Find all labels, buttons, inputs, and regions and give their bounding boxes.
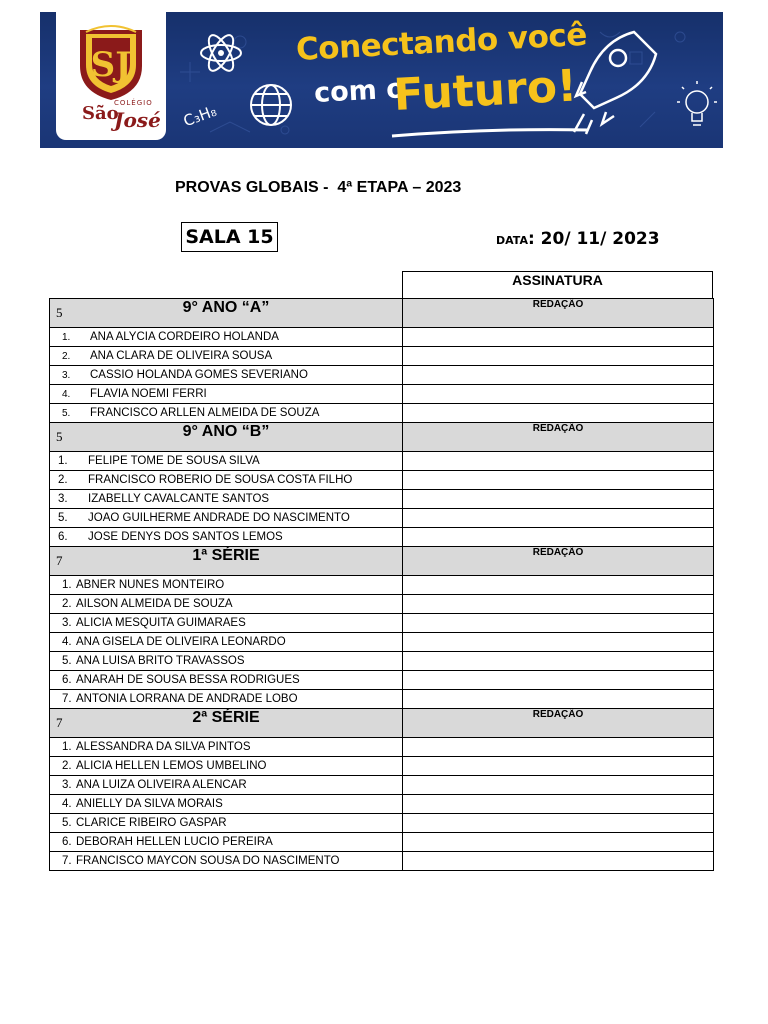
table-row bbox=[50, 528, 714, 547]
student-number: 1. bbox=[62, 579, 72, 591]
signature-cell[interactable] bbox=[403, 652, 714, 671]
student-number: 5. bbox=[58, 512, 68, 524]
signature-cell[interactable] bbox=[403, 471, 714, 490]
signature-cell[interactable] bbox=[403, 509, 714, 528]
student-name: ALESSANDRA DA SILVA PINTOS bbox=[76, 741, 251, 753]
student-number: 1. bbox=[62, 332, 71, 343]
table-row bbox=[50, 776, 714, 795]
student-number: 3. bbox=[62, 617, 72, 629]
student-name: FRANCISCO ROBERIO DE SOUSA COSTA FILHO bbox=[88, 474, 353, 486]
student-name: ANA GISELA DE OLIVEIRA LEONARDO bbox=[76, 636, 286, 648]
section-sign-label: REDAÇÃO bbox=[532, 423, 584, 434]
student-number: 2. bbox=[58, 474, 68, 486]
section-header bbox=[50, 423, 403, 452]
student-cell bbox=[50, 738, 403, 757]
table-row bbox=[50, 347, 714, 366]
table-row bbox=[50, 385, 714, 404]
room-label: SALA 15 bbox=[181, 222, 278, 252]
table-row bbox=[50, 652, 714, 671]
table-row bbox=[50, 633, 714, 652]
student-number: 4. bbox=[62, 798, 72, 810]
student-number: 1. bbox=[62, 741, 72, 753]
chemical-formula: C₃H₈ bbox=[180, 101, 219, 131]
exam-date bbox=[496, 229, 660, 249]
student-name: IZABELLY CAVALCANTE SANTOS bbox=[88, 493, 270, 505]
table-row bbox=[50, 490, 714, 509]
signature-cell[interactable] bbox=[403, 328, 714, 347]
student-number: 2. bbox=[62, 598, 72, 610]
student-name: ALICIA HELLEN LEMOS UMBELINO bbox=[76, 760, 267, 772]
signature-cell[interactable] bbox=[403, 833, 714, 852]
student-number: 6. bbox=[62, 674, 72, 686]
student-name: FLAVIA NOEMI FERRI bbox=[90, 388, 207, 400]
section-signature-cell bbox=[403, 423, 714, 452]
section-header-row bbox=[50, 299, 714, 328]
student-cell bbox=[50, 795, 403, 814]
signature-cell[interactable] bbox=[403, 795, 714, 814]
student-name: ALICIA MESQUITA GUIMARAES bbox=[76, 617, 246, 629]
signature-cell[interactable] bbox=[403, 576, 714, 595]
signature-cell[interactable] bbox=[403, 633, 714, 652]
student-name: FRANCISCO ARLLEN ALMEIDA DE SOUZA bbox=[90, 407, 320, 419]
page-title: PROVAS GLOBAIS - 4ª ETAPA – 2023 bbox=[175, 179, 462, 196]
table-row bbox=[50, 595, 714, 614]
student-cell bbox=[50, 509, 403, 528]
student-cell bbox=[50, 347, 403, 366]
section-title: 9° ANO “A” bbox=[182, 299, 270, 316]
section-title: 9° ANO “B” bbox=[182, 423, 270, 440]
student-number: 5. bbox=[62, 408, 71, 419]
table-row bbox=[50, 690, 714, 709]
signature-cell[interactable] bbox=[403, 490, 714, 509]
student-number: 3. bbox=[62, 779, 72, 791]
slogan-line-3: Futuro! bbox=[392, 60, 579, 121]
signature-cell[interactable] bbox=[403, 757, 714, 776]
signature-cell[interactable] bbox=[403, 776, 714, 795]
svg-text:SJ: SJ bbox=[90, 45, 132, 85]
student-cell bbox=[50, 576, 403, 595]
section-signature-cell bbox=[403, 299, 714, 328]
table-row bbox=[50, 452, 714, 471]
student-cell bbox=[50, 595, 403, 614]
table-row bbox=[50, 509, 714, 528]
section-count: 5 bbox=[56, 429, 63, 444]
signature-cell[interactable] bbox=[403, 671, 714, 690]
section-signature-cell bbox=[403, 709, 714, 738]
table-row bbox=[50, 852, 714, 871]
date-label: DATA bbox=[496, 234, 528, 247]
student-name: DEBORAH HELLEN LUCIO PEREIRA bbox=[76, 836, 273, 848]
table-row bbox=[50, 671, 714, 690]
student-name: FELIPE TOME DE SOUSA SILVA bbox=[88, 455, 260, 467]
signature-cell[interactable] bbox=[403, 595, 714, 614]
student-number: 2. bbox=[62, 760, 72, 772]
section-header bbox=[50, 547, 403, 576]
signature-header: ASSINATURA bbox=[402, 271, 713, 299]
student-cell bbox=[50, 452, 403, 471]
section-title: 2ª SÉRIE bbox=[192, 709, 260, 726]
student-cell bbox=[50, 776, 403, 795]
student-cell bbox=[50, 614, 403, 633]
table-row bbox=[50, 404, 714, 423]
table-row bbox=[50, 833, 714, 852]
signature-cell[interactable] bbox=[403, 366, 714, 385]
student-number: 6. bbox=[62, 836, 72, 848]
student-cell bbox=[50, 328, 403, 347]
section-header bbox=[50, 299, 403, 328]
table-row bbox=[50, 366, 714, 385]
student-name: ANA LUIZA OLIVEIRA ALENCAR bbox=[76, 779, 247, 791]
student-number: 5. bbox=[62, 817, 72, 829]
signature-cell[interactable] bbox=[403, 528, 714, 547]
table-row bbox=[50, 738, 714, 757]
student-name: ANA ALYCIA CORDEIRO HOLANDA bbox=[90, 331, 279, 343]
student-number: 3. bbox=[62, 370, 71, 381]
student-number: 3. bbox=[58, 493, 68, 505]
header-banner bbox=[40, 12, 723, 148]
student-cell bbox=[50, 852, 403, 871]
student-name: ANARAH DE SOUSA BESSA RODRIGUES bbox=[76, 674, 300, 686]
student-cell bbox=[50, 757, 403, 776]
student-cell bbox=[50, 385, 403, 404]
slogan-line-2: com o bbox=[313, 73, 406, 109]
student-cell bbox=[50, 528, 403, 547]
student-name: ANA CLARA DE OLIVEIRA SOUSA bbox=[90, 350, 273, 362]
section-sign-label: REDAÇÃO bbox=[532, 709, 584, 720]
student-cell bbox=[50, 633, 403, 652]
section-count: 7 bbox=[56, 553, 63, 568]
student-name: ANTONIA LORRANA DE ANDRADE LOBO bbox=[76, 693, 298, 705]
student-number: 4. bbox=[62, 636, 72, 648]
signature-cell[interactable] bbox=[403, 814, 714, 833]
section-sign-label: REDAÇÃO bbox=[532, 547, 584, 558]
section-signature-cell bbox=[403, 547, 714, 576]
globe-icon bbox=[248, 82, 294, 128]
slogan-underline bbox=[390, 126, 590, 140]
student-number: 1. bbox=[58, 455, 68, 467]
student-name: JOAO GUILHERME ANDRADE DO NASCIMENTO bbox=[88, 512, 350, 524]
student-cell bbox=[50, 490, 403, 509]
table-row bbox=[50, 328, 714, 347]
student-cell bbox=[50, 814, 403, 833]
table-row bbox=[50, 471, 714, 490]
table-row bbox=[50, 795, 714, 814]
signature-cell[interactable] bbox=[403, 738, 714, 757]
student-name: CASSIO HOLANDA GOMES SEVERIANO bbox=[90, 369, 308, 381]
school-name-2: José bbox=[114, 108, 161, 132]
signature-cell[interactable] bbox=[403, 347, 714, 366]
section-sign-label: REDAÇÃO bbox=[532, 299, 584, 310]
signature-cell[interactable] bbox=[403, 404, 714, 423]
student-name: JOSE DENYS DOS SANTOS LEMOS bbox=[88, 531, 283, 543]
student-name: ABNER NUNES MONTEIRO bbox=[76, 579, 225, 591]
student-number: 2. bbox=[62, 351, 71, 362]
student-number: 7. bbox=[62, 855, 72, 867]
student-number: 5. bbox=[62, 655, 72, 667]
date-value: : 20/ 11/ 2023 bbox=[527, 229, 660, 249]
lightbulb-icon bbox=[676, 80, 718, 140]
school-name-1: São bbox=[82, 103, 119, 124]
student-number: 7. bbox=[62, 693, 72, 705]
school-small-label: COLÉGIO bbox=[114, 99, 153, 107]
slogan bbox=[295, 16, 615, 148]
signature-cell[interactable] bbox=[403, 385, 714, 404]
signature-cell[interactable] bbox=[403, 452, 714, 471]
signature-cell[interactable] bbox=[403, 690, 714, 709]
student-cell bbox=[50, 690, 403, 709]
section-header-row bbox=[50, 423, 714, 452]
slogan-line-1: Conectando você bbox=[295, 16, 588, 68]
student-name: FRANCISCO MAYCON SOUSA DO NASCIMENTO bbox=[76, 855, 340, 867]
signature-cell[interactable] bbox=[403, 852, 714, 871]
student-cell bbox=[50, 652, 403, 671]
section-header-row bbox=[50, 547, 714, 576]
atom-icon bbox=[198, 30, 244, 76]
rocket-icon bbox=[570, 22, 660, 142]
section-header-row bbox=[50, 709, 714, 738]
student-number: 4. bbox=[62, 389, 71, 400]
section-title: 1ª SÉRIE bbox=[192, 547, 260, 564]
student-name: AILSON ALMEIDA DE SOUZA bbox=[76, 598, 233, 610]
student-name: ANIELLY DA SILVA MORAIS bbox=[76, 798, 223, 810]
student-cell bbox=[50, 366, 403, 385]
student-name: ANA LUISA BRITO TRAVASSOS bbox=[76, 655, 245, 667]
section-count: 5 bbox=[56, 305, 63, 320]
student-cell bbox=[50, 671, 403, 690]
table-row bbox=[50, 614, 714, 633]
table-row bbox=[50, 576, 714, 595]
student-cell bbox=[50, 833, 403, 852]
school-logo bbox=[56, 12, 166, 140]
section-count: 7 bbox=[56, 715, 63, 730]
table-row bbox=[50, 757, 714, 776]
signature-cell[interactable] bbox=[403, 614, 714, 633]
section-header bbox=[50, 709, 403, 738]
student-number: 6. bbox=[58, 531, 68, 543]
student-cell bbox=[50, 404, 403, 423]
attendance-table bbox=[49, 298, 714, 871]
student-name: CLARICE RIBEIRO GASPAR bbox=[76, 817, 227, 829]
student-cell bbox=[50, 471, 403, 490]
table-row bbox=[50, 814, 714, 833]
